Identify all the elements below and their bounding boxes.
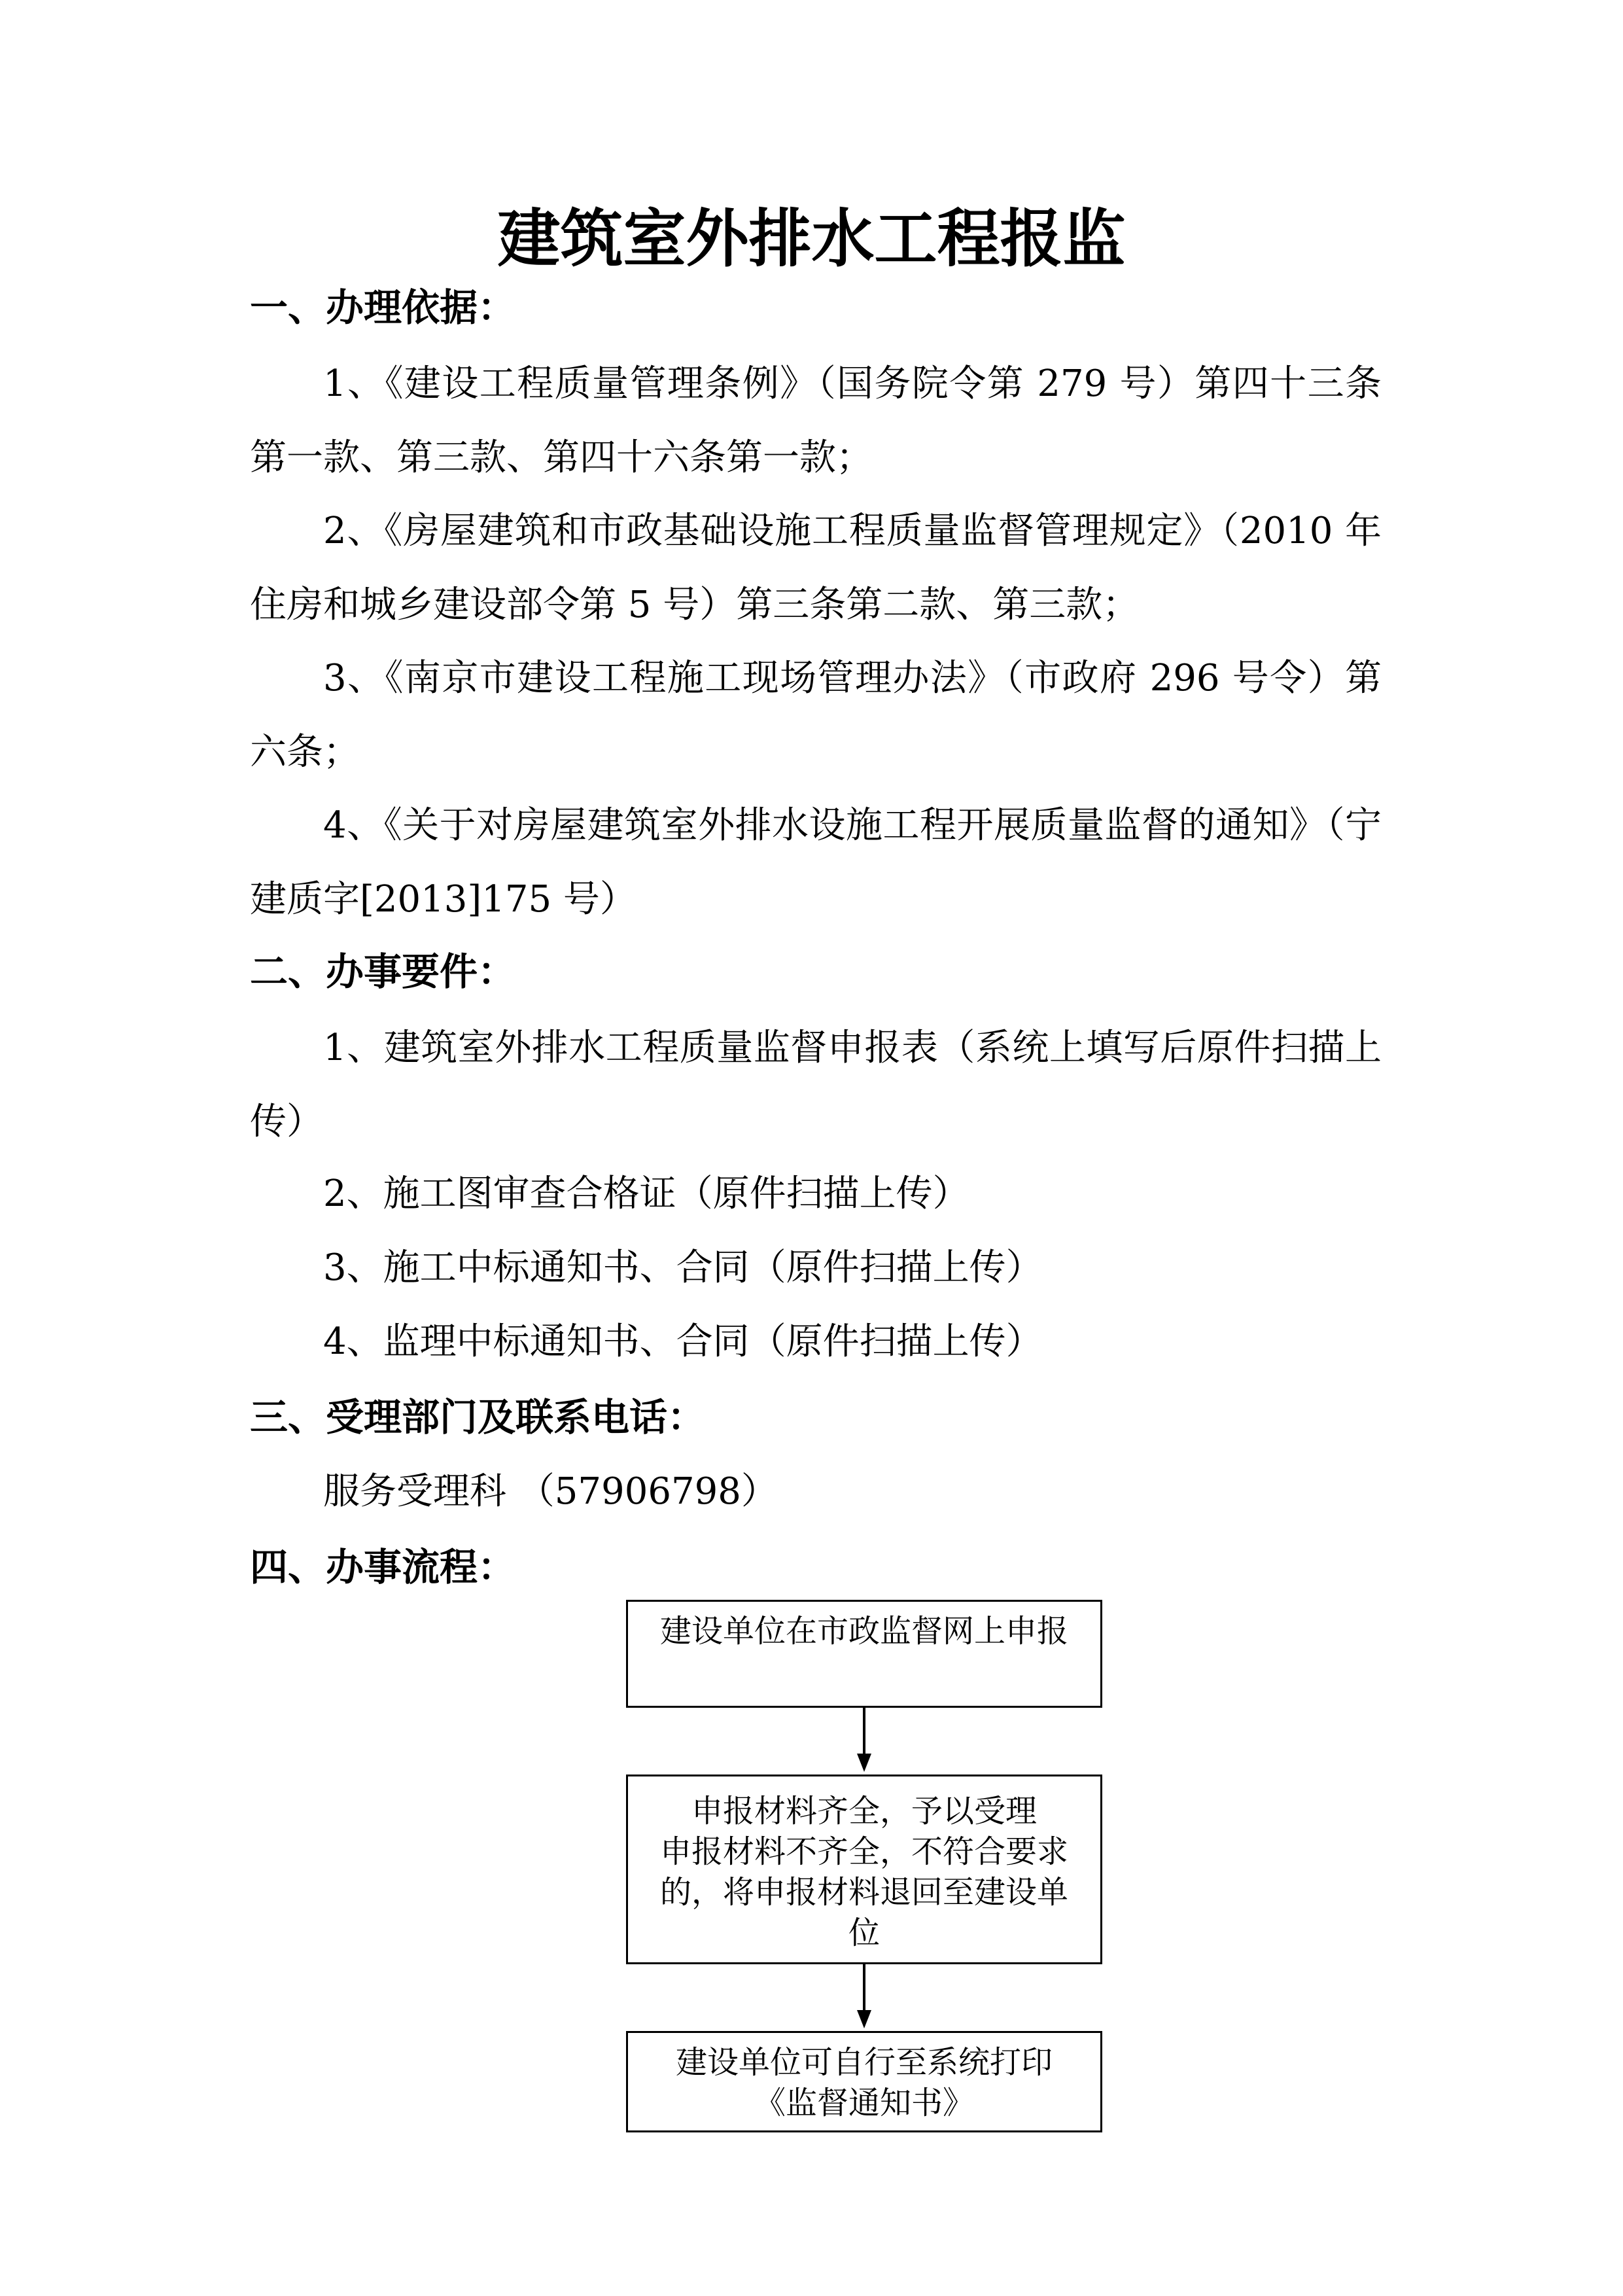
flow-step-3 — [626, 2031, 1102, 2132]
flow-step-1-line-1: 建设单位在市政监督网上申报 — [659, 1613, 1068, 1650]
section-heading-requirements: 二、办事要件： — [250, 949, 516, 994]
basis-item-2: 2、《房屋建筑和市政基础设施工程质量监督管理规定》（2010 年住房和城乡建设部令第 5 号）第三条第二款、第三款； — [250, 510, 1382, 626]
flow-arrow-1 — [854, 1708, 874, 1773]
requirement-item-4: 4、监理中标通知书、合同（原件扫描上传） — [323, 1320, 1043, 1363]
basis-item-4: 4、《关于对房屋建筑室外排水设施工程开展质量监督的通知》（宁建质字[2013]175 号） — [250, 804, 1382, 921]
page-title: 建筑室外排水工程报监 — [497, 202, 1126, 275]
section-heading-process: 四、办事流程： — [250, 1545, 516, 1589]
flow-step-2-line-3: 的，将申报材料退回至建设单 — [659, 1874, 1068, 1911]
flow-step-1 — [626, 1600, 1102, 1708]
flow-step-3-line-1: 建设单位可自行至系统打印 — [675, 2044, 1053, 2081]
requirement-item-1: 1、建筑室外排水工程质量监督申报表（系统上填写后原件扫描上传） — [250, 1027, 1382, 1143]
flow-step-2 — [626, 1775, 1102, 1964]
basis-item-3: 3、《南京市建设工程施工现场管理办法》（市政府 296 号令）第六条； — [250, 657, 1382, 773]
section-heading-basis: 一、办理依据： — [250, 285, 516, 330]
flow-step-2-line-2: 申报材料不齐全，不符合要求 — [659, 1833, 1068, 1870]
flow-step-2-line-4: 位 — [848, 1915, 880, 1951]
requirement-item-3: 3、施工中标通知书、合同（原件扫描上传） — [323, 1246, 1043, 1289]
flow-step-3-line-2: 《监督通知书》 — [754, 2085, 974, 2121]
flow-step-2-line-1: 申报材料齐全，予以受理 — [691, 1793, 1037, 1829]
flow-arrow-2 — [854, 1964, 874, 2030]
requirement-item-2: 2、施工图审查合格证（原件扫描上传） — [323, 1173, 969, 1215]
section-heading-contact: 三、受理部门及联系电话： — [250, 1395, 706, 1439]
basis-item-1: 1、《建设工程质量管理条例》（国务院令第 279 号）第四十三条第一款、第三款、第四十六条第一款； — [250, 362, 1382, 479]
contact-text: 服务受理科 （57906798） — [323, 1470, 778, 1513]
